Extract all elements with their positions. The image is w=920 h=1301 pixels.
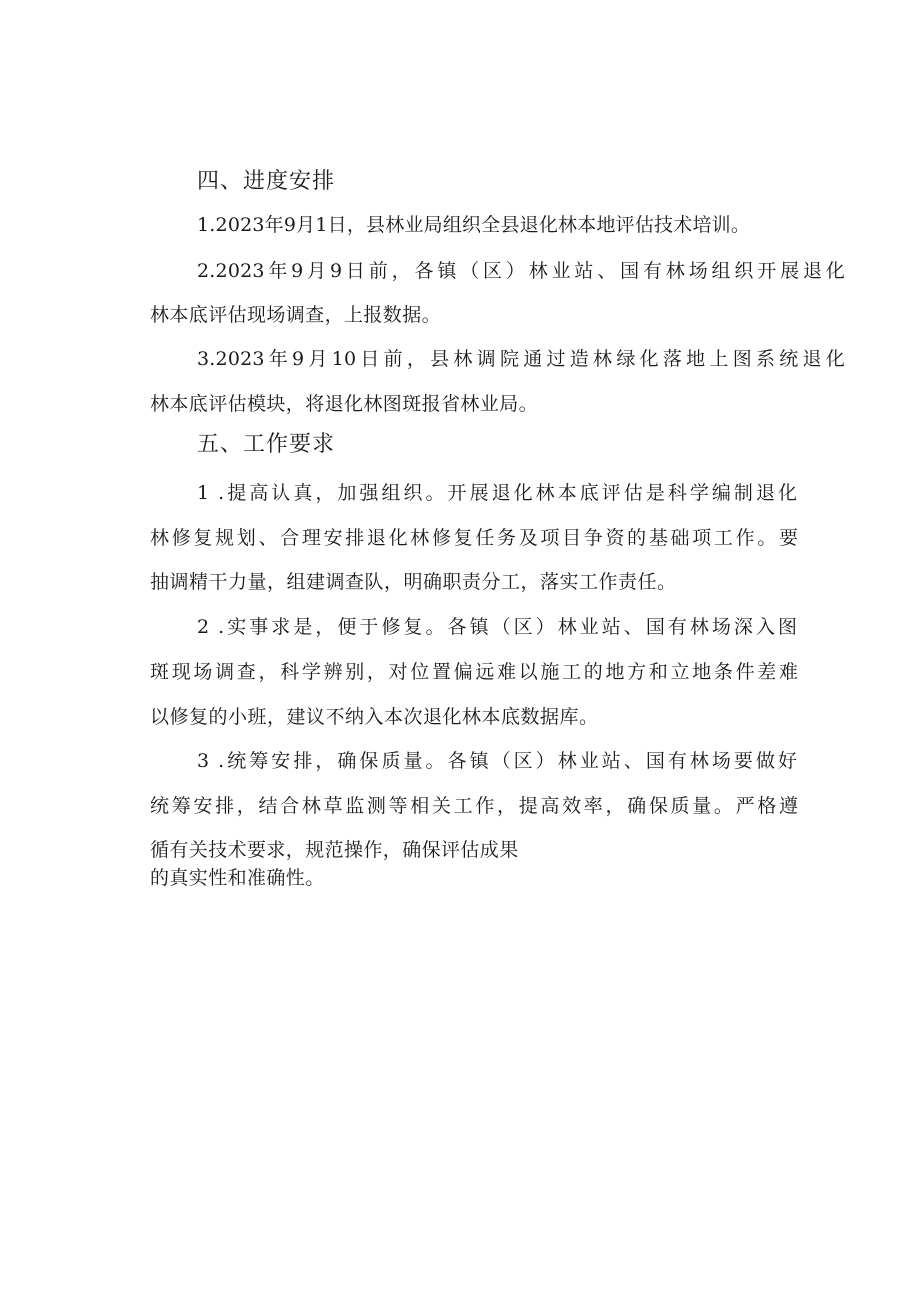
schedule-item-2-line-2: 林本底评估现场调查，上报数据。 — [150, 304, 442, 326]
schedule-item-2-line-1: 2.2023年9月9日前，各镇（区）林业站、国有林场组织开展退化 — [197, 260, 845, 282]
section-heading-requirements: 五、工作要求 — [197, 432, 336, 457]
requirement-item-2-line-3: 以修复的小班，建议不纳入本次退化林本底数据库。 — [150, 706, 599, 728]
schedule-item-1: 1.2023年9月1日，县林业局组织全县退化林本地评估技术培训。 — [197, 214, 751, 236]
requirement-item-2-line-2: 斑现场调查，科学辨别，对位置偏远难以施工的地方和立地条件差难 — [150, 661, 798, 683]
requirement-item-3-line-3: 循有关技术要求，规范操作，确保评估成果 — [150, 839, 519, 861]
requirement-item-3-line-2: 统筹安排，结合林草监测等相关工作，提高效率，确保质量。严格遵 — [150, 795, 798, 817]
requirement-item-3-line-1: 3 .统筹安排，确保质量。各镇（区）林业站、国有林场要做好 — [197, 750, 797, 772]
schedule-item-3-line-2: 林本底评估模块，将退化林图斑报省林业局。 — [150, 393, 539, 415]
requirement-item-1-line-2: 林修复规划、合理安排退化林修复任务及项目争资的基础项工作。要 — [150, 527, 798, 549]
requirement-item-2-line-1: 2 .实事求是，便于修复。各镇（区）林业站、国有林场深入图 — [197, 616, 797, 638]
schedule-item-3-line-1: 3.2023年9月10日前，县林调院通过造林绿化落地上图系统退化 — [197, 348, 845, 370]
requirement-item-3-line-4: 的真实性和准确性。 — [150, 867, 325, 889]
section-heading-schedule: 四、进度安排 — [197, 169, 336, 194]
requirement-item-1-line-1: 1 .提高认真，加强组织。开展退化林本底评估是科学编制退化 — [197, 482, 797, 504]
requirement-item-1-line-3: 抽调精干力量，组建调查队，明确职责分工，落实工作责任。 — [150, 571, 677, 593]
